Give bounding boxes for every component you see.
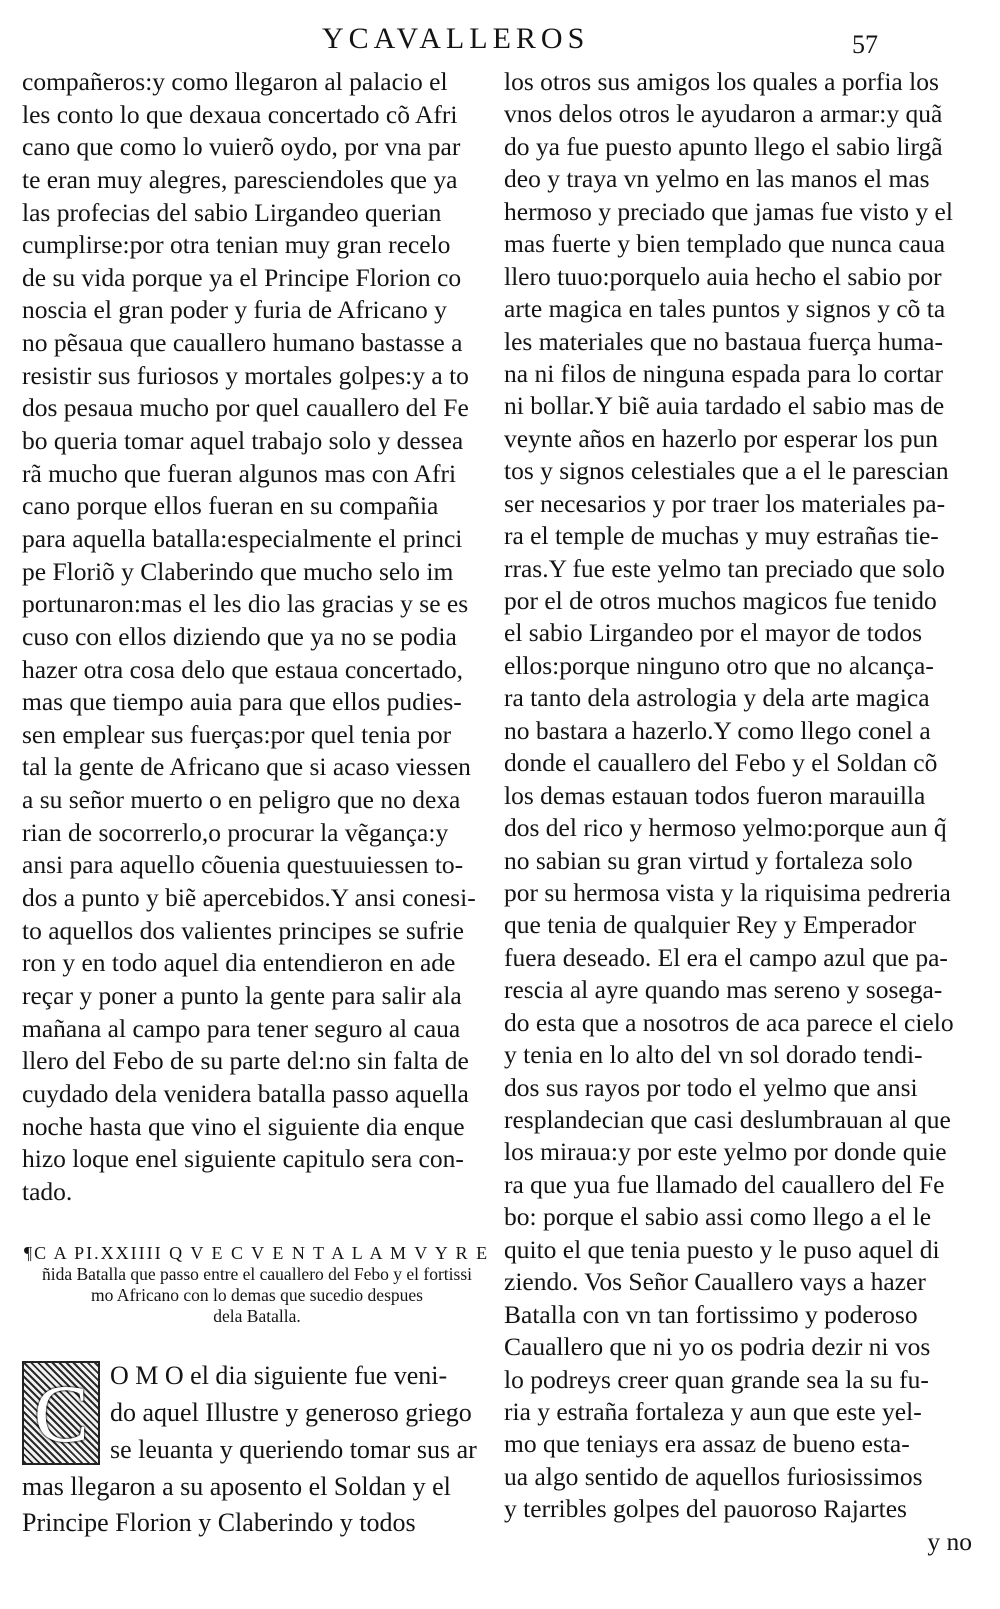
text-line: dos sus rayos por todo el yelmo que ansi <box>504 1072 918 1102</box>
text-line: do esta que a nosotros de aca parece el cielo <box>504 1007 954 1037</box>
page-number: 57 <box>852 30 878 59</box>
opening-tail <box>22 1469 492 1541</box>
text-line: portunaron:mas el les dio las gracias y se es <box>22 589 469 619</box>
opening-line: se leuanta y queriendo tomar sus ar <box>110 1435 477 1465</box>
opening-line: do aquel Illustre y generoso griego <box>110 1398 472 1428</box>
text-line: sen emplear sus fuerças:por quel tenia por <box>22 719 452 749</box>
text-line: hizo loque enel siguiente capitulo sera con- <box>22 1144 464 1174</box>
text-line: noche hasta que vino el siguiente dia enque <box>22 1111 465 1141</box>
chapter-heading-line: mo Africano con lo demas que sucedio despues <box>91 1285 423 1306</box>
text-line: resplandecian que casi deslumbrauan al que <box>504 1105 951 1134</box>
text-line: bo queria tomar aquel trabajo solo y dessea <box>22 426 464 456</box>
text-line: dos a punto y biẽ apercebidos.Y ansi conesi- <box>22 883 476 913</box>
text-line: ron y en todo aquel dia entendieron en ade <box>22 948 456 978</box>
text-line: quito el que tenia puesto y le puso aquel di <box>504 1234 940 1264</box>
text-line: los miraua:y por este yelmo por donde quie <box>504 1137 947 1167</box>
text-line: ansi para aquello cõuenia questuuiessen to- <box>22 850 464 880</box>
text-line: hazer otra cosa delo que estaua concertado, <box>22 654 464 684</box>
text-line: te eran muy alegres, paresciendoles que ya <box>22 164 458 194</box>
chapter-opening <box>22 1357 492 1541</box>
text-line: no pẽsaua que cauallero humano bastasse a <box>22 328 463 358</box>
text-line: cano que como lo vuierõ oydo, por vna par <box>22 132 461 162</box>
text-line: cuydado dela venidera batalla passo aquella <box>22 1078 469 1108</box>
text-line: mas llegaron a su aposento el Soldan y el <box>22 1472 451 1502</box>
text-line: les conto lo que dexaua concertado cõ Afri <box>22 99 458 129</box>
text-line: las profecias del sabio Lirgandeo querian <box>22 197 442 227</box>
text-line: rã mucho que fueran algunos mas con Afri <box>22 458 457 488</box>
text-line: ra tanto dela astrologia y dela arte magica <box>504 683 930 713</box>
chapter-heading <box>22 1243 492 1327</box>
text-line: por el de otros muchos magicos fue tenido <box>504 586 937 615</box>
text-line: los demas estauan todos fueron marauilla <box>504 780 926 810</box>
text-line: tos y signos celestiales que a el le parescian <box>504 456 949 486</box>
right-text-block <box>504 66 974 1526</box>
text-line: ziendo. Vos Señor Cauallero vays a hazer <box>504 1267 926 1297</box>
chapter-heading-line: ñida Batalla que passo entre el cauallero del Febo y el fortissi <box>41 1264 473 1285</box>
text-line: vnos delos otros le ayudaron a armar:y quã <box>504 99 943 129</box>
running-head: YCAVALLEROS <box>322 22 590 55</box>
text-line: no bastara a hazerlo.Y como llego conel a <box>504 715 931 745</box>
chapter-heading-line: ¶C A PI.XXIIII Q V E C V E N T A L A M V Y R E <box>24 1243 490 1264</box>
text-line: cumplirse:por otra tenian muy gran recelo <box>22 230 451 260</box>
text-line: Batalla con vn tan fortissimo y poderoso <box>504 1299 918 1329</box>
text-line: lo podreys creer quan grande sea la su fu- <box>504 1364 929 1394</box>
text-line: rescia al ayre quando mas sereno y sosega- <box>504 975 943 1005</box>
text-line: ellos:porque ninguno otro que no alcança- <box>504 650 934 680</box>
text-line: ser necesarios y por traer los materiales pa- <box>504 488 946 518</box>
text-line: dos pesaua mucho por quel cauallero del Fe <box>22 393 469 423</box>
text-line: y terribles golpes del pauoroso Rajartes <box>504 1494 907 1524</box>
text-line: llero tuuo:porquelo auia hecho el sabio por <box>504 261 942 291</box>
text-line: cano porque ellos fueran en su compañia <box>22 491 439 521</box>
opening-line: O M O el dia siguiente fue veni- <box>110 1361 448 1391</box>
text-line: para aquella batalla:especialmente el princi <box>22 523 463 553</box>
text-line: cuso con ellos diziendo que ya no se podia <box>22 621 457 651</box>
catchword: y no <box>927 1526 972 1556</box>
right-column <box>504 66 974 1558</box>
text-line: que tenia de qualquier Rey y Emperador <box>504 910 917 940</box>
text-line: tal la gente de Africano que si acaso viessen <box>22 752 471 782</box>
text-line: Cauallero que ni yo os podria dezir ni vos <box>504 1332 931 1362</box>
text-line: to aquellos dos valientes principes se sufrie <box>22 915 464 945</box>
left-column <box>22 66 492 1541</box>
text-line: Principe Florion y Claberindo y todos <box>22 1508 416 1538</box>
opening-lines <box>110 1357 492 1468</box>
text-line: pe Floriõ y Claberindo que mucho selo im <box>22 556 454 586</box>
text-line: mas que tiempo auia para que ellos pudies- <box>22 687 462 717</box>
text-line: fuera deseado. El era el campo azul que pa- <box>504 942 948 972</box>
text-line: tado. <box>22 1176 73 1206</box>
text-line: ni bollar.Y biẽ auia tardado el sabio mas de <box>504 391 945 421</box>
text-line: resistir sus furiosos y mortales golpes:y a to <box>22 360 469 390</box>
text-line: ra el temple de muchas y muy estrañas tie- <box>504 521 939 551</box>
text-line: na ni filos de ninguna espada para lo cortar <box>504 358 944 388</box>
text-line: deo y traya vn yelmo en las manos el mas <box>504 164 930 194</box>
text-line: a su señor muerto o en peligro que no dexa <box>22 785 461 815</box>
text-line: mas fuerte y bien templado que nunca caua <box>504 229 946 259</box>
text-line: noscia el gran poder y furia de Africano y <box>22 295 447 325</box>
text-line: arte magica en tales puntos y signos y cõ ta <box>504 294 946 324</box>
text-line: reçar y poner a punto la gente para salir ala <box>22 980 462 1010</box>
text-line: veynte años en hazerlo por esperar los pun <box>504 423 939 453</box>
text-line: y tenia en lo alto del vn sol dorado tendi- <box>504 1040 923 1070</box>
text-line: rras.Y fue este yelmo tan preciado que solo <box>504 553 945 583</box>
text-line: compañeros:y como llegaron al palacio el <box>22 67 448 96</box>
text-line: los otros sus amigos los quales a porfia los <box>504 67 939 96</box>
text-line: por su hermosa vista y la riquisima pedreria <box>504 877 951 907</box>
text-line: rian de socorrerlo,o procurar la vẽgança:y <box>22 817 449 847</box>
text-line: el sabio Lirgandeo por el mayor de todos <box>504 618 923 648</box>
text-line: llero del Febo de su parte del:no sin falta de <box>22 1046 469 1076</box>
text-line: bo: porque el sabio assi como llego a el le <box>504 1202 932 1232</box>
drop-cap-initial <box>22 1361 100 1465</box>
text-line: mañana al campo para tener seguro al caua <box>22 1013 461 1043</box>
text-line: do ya fue puesto apunto llego el sabio lirgã <box>504 131 943 161</box>
text-line: donde el cauallero del Febo y el Soldan cõ <box>504 748 938 778</box>
text-line: hermoso y preciado que jamas fue visto y el <box>504 196 953 226</box>
text-line: ria y estraña fortaleza y aun que este yel- <box>504 1396 922 1426</box>
text-line: ra que yua fue llamado del cauallero del Fe <box>504 1169 945 1199</box>
text-line: no sabian su gran virtud y fortaleza solo <box>504 845 913 875</box>
left-text-block <box>22 66 492 1208</box>
text-line: mo que teniays era assaz de bueno esta- <box>504 1429 910 1459</box>
drop-cap-letter: C <box>34 1368 89 1460</box>
text-line: ua algo sentido de aquellos furiosissimos <box>504 1461 923 1491</box>
text-line: de su vida porque ya el Principe Florion co <box>22 262 462 292</box>
chapter-heading-line: dela Batalla. <box>213 1306 301 1327</box>
text-line: les materiales que no bastaua fuerça huma- <box>504 326 943 356</box>
text-line: dos del rico y hermoso yelmo:porque aun q̃ <box>504 813 947 843</box>
